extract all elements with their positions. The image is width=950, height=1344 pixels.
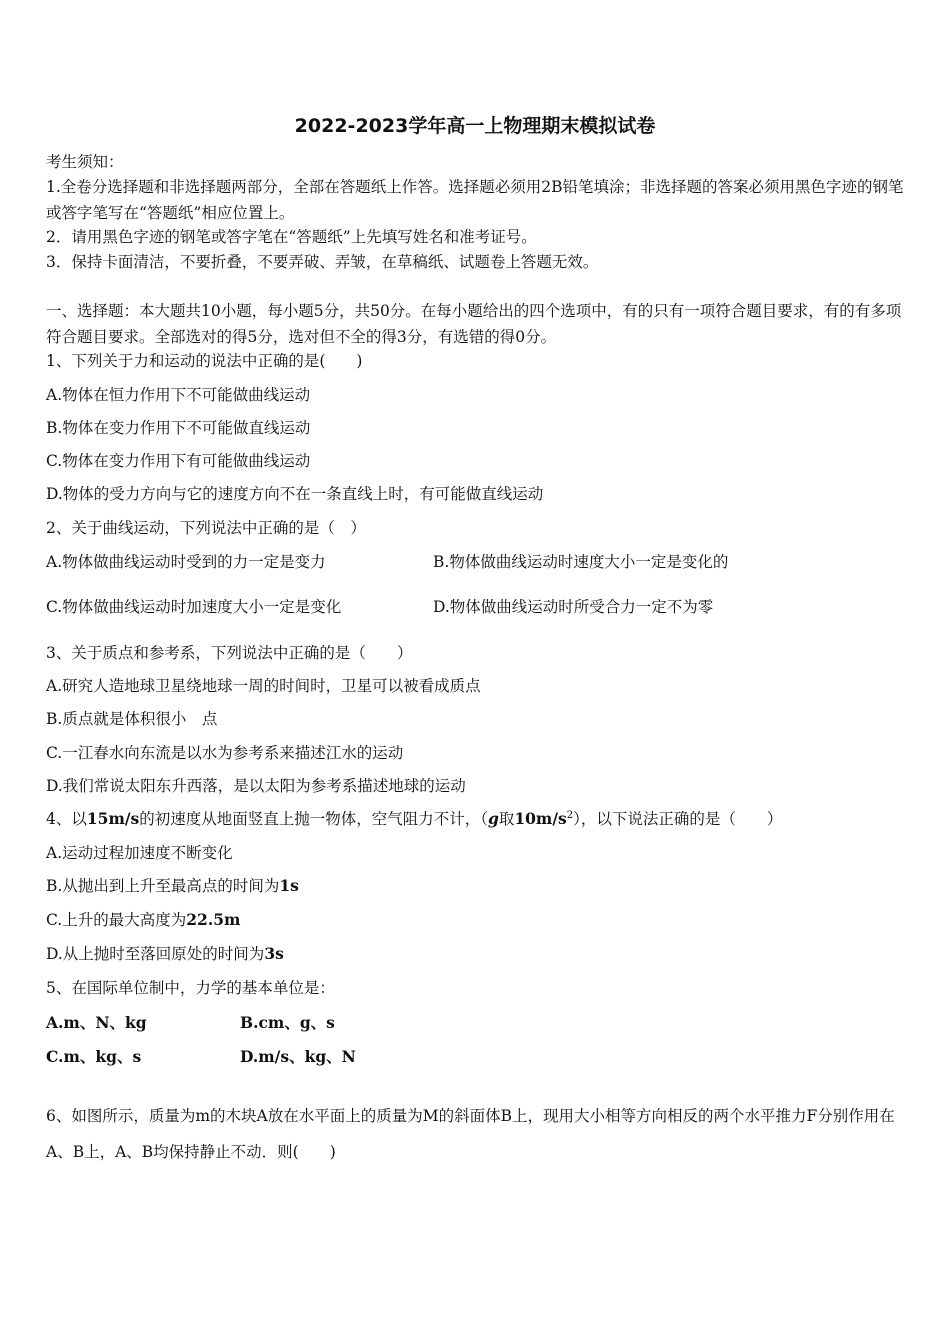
question-4-stem-text: 4、以: [46, 810, 87, 828]
question-3-option-c: C.一江春水向东流是以水为参考系来描述江水的运动: [46, 744, 404, 762]
section-intro: 一、选择题：本大题共10小题，每小题5分，共50分。在每小题给出的四个选项中，有的只有一项符合题目要求，有的有多项符合题目要求。全部选对的得5分，选对但不全的得3分，有选错的得0分。: [46, 302, 902, 346]
question-2-row-2: [46, 595, 906, 619]
question-3-option-b: B.质点就是体积很小 点: [46, 710, 218, 728]
question-2-stem: 2、关于曲线运动，下列说法中正确的是（ ）: [46, 519, 366, 537]
question-1-option-a: A.物体在恒力作用下不可能做曲线运动: [46, 386, 311, 404]
question-5-option-a: A.m、N、kg: [46, 1013, 147, 1032]
question-2-row-1: [46, 550, 906, 574]
question-4-option-a: [46, 841, 906, 865]
page-title: 2022-2023学年高一上物理期末模拟试卷: [294, 115, 656, 137]
question-4-option-d-text: D.从上抛时至落回原处的时间为: [46, 945, 265, 963]
question-4-exponent: 2: [566, 809, 574, 821]
question-4-option-c: [46, 908, 906, 932]
question-5-stem: 5、在国际单位制中，力学的基本单位是：: [46, 979, 335, 997]
question-4-option-d: [46, 942, 906, 966]
question-4-stem-text-2: 的初速度从地面竖直上抛一物体，空气阻力不计，（: [139, 810, 488, 828]
question-4-option-d-value: 3s: [264, 944, 284, 963]
question-4-option-b-value: 1s: [279, 876, 299, 895]
question-4-option-c-value: 22.5m: [186, 910, 241, 929]
question-4-option-b: [46, 874, 906, 898]
question-2-option-b: B.物体做曲线运动时速度大小一定是变化的: [433, 553, 729, 571]
question-5-row-1: [46, 1011, 906, 1035]
notice-item-2: 2．请用黑色字迹的钢笔或答字笔在“答题纸”上先填写姓名和准考证号。: [46, 228, 537, 246]
question-4-initial-speed: 15m/s: [86, 809, 140, 828]
question-4-option-a-text: A.运动过程加速度不断变化: [46, 844, 233, 862]
question-4-option-b-text: B.从抛出到上升至最高点的时间为: [46, 877, 280, 895]
question-4-g-symbol: g: [488, 809, 499, 828]
question-5-row-2: [46, 1045, 906, 1069]
question-5-option-c: C.m、kg、s: [46, 1047, 142, 1066]
question-1-option-c: C.物体在变力作用下有可能做曲线运动: [46, 452, 311, 470]
question-1-option-b: B.物体在变力作用下不可能做直线运动: [46, 419, 311, 437]
question-3-option-d: D.我们常说太阳东升西落，是以太阳为参考系描述地球的运动: [46, 777, 466, 795]
question-1-stem: 1、下列关于力和运动的说法中正确的是( ): [46, 352, 363, 370]
question-5-option-b: B.cm、g、s: [240, 1013, 335, 1032]
question-2-option-d: D.物体做曲线运动时所受合力一定不为零: [433, 598, 714, 616]
question-3-stem: 3、关于质点和参考系，下列说法中正确的是（ ）: [46, 644, 413, 662]
question-2-option-a: A.物体做曲线运动时受到的力一定是变力: [46, 553, 326, 571]
question-5-option-d: D.m/s、kg、N: [240, 1047, 356, 1066]
question-4-option-c-text: C.上升的最大高度为: [46, 911, 187, 929]
question-4-g-value: 10m/s: [514, 809, 567, 828]
notice-item-3: 3．保持卡面清洁，不要折叠，不要弄破、弄皱，在草稿纸、试题卷上答题无效。: [46, 253, 599, 271]
question-6-stem: 6、如图所示，质量为m的木块A放在水平面上的质量为M的斜面体B上，现用大小相等方向相反的两个水平推力F分别作用在A、B上，A、B均保持静止不动．则( ): [46, 1107, 895, 1161]
question-4-stem-text-4: ），以下说法正确的是（ ）: [573, 810, 783, 828]
question-4-stem: [46, 807, 906, 831]
question-2-option-c: C.物体做曲线运动时加速度大小一定是变化: [46, 598, 342, 616]
question-4-stem-text-3: 取: [498, 810, 515, 828]
notice-heading: 考生须知：: [46, 153, 124, 171]
question-3-option-a: A.研究人造地球卫星绕地球一周的时间时，卫星可以被看成质点: [46, 677, 481, 695]
question-1-option-d: D.物体的受力方向与它的速度方向不在一条直线上时，有可能做直线运动: [46, 485, 544, 503]
notice-item-1: 1.全卷分选择题和非选择题两部分，全部在答题纸上作答。选择题必须用2B铅笔填涂；非选择题的答案必须用黑色字迹的钢笔或答字笔写在“答题纸”相应位置上。: [46, 178, 904, 222]
